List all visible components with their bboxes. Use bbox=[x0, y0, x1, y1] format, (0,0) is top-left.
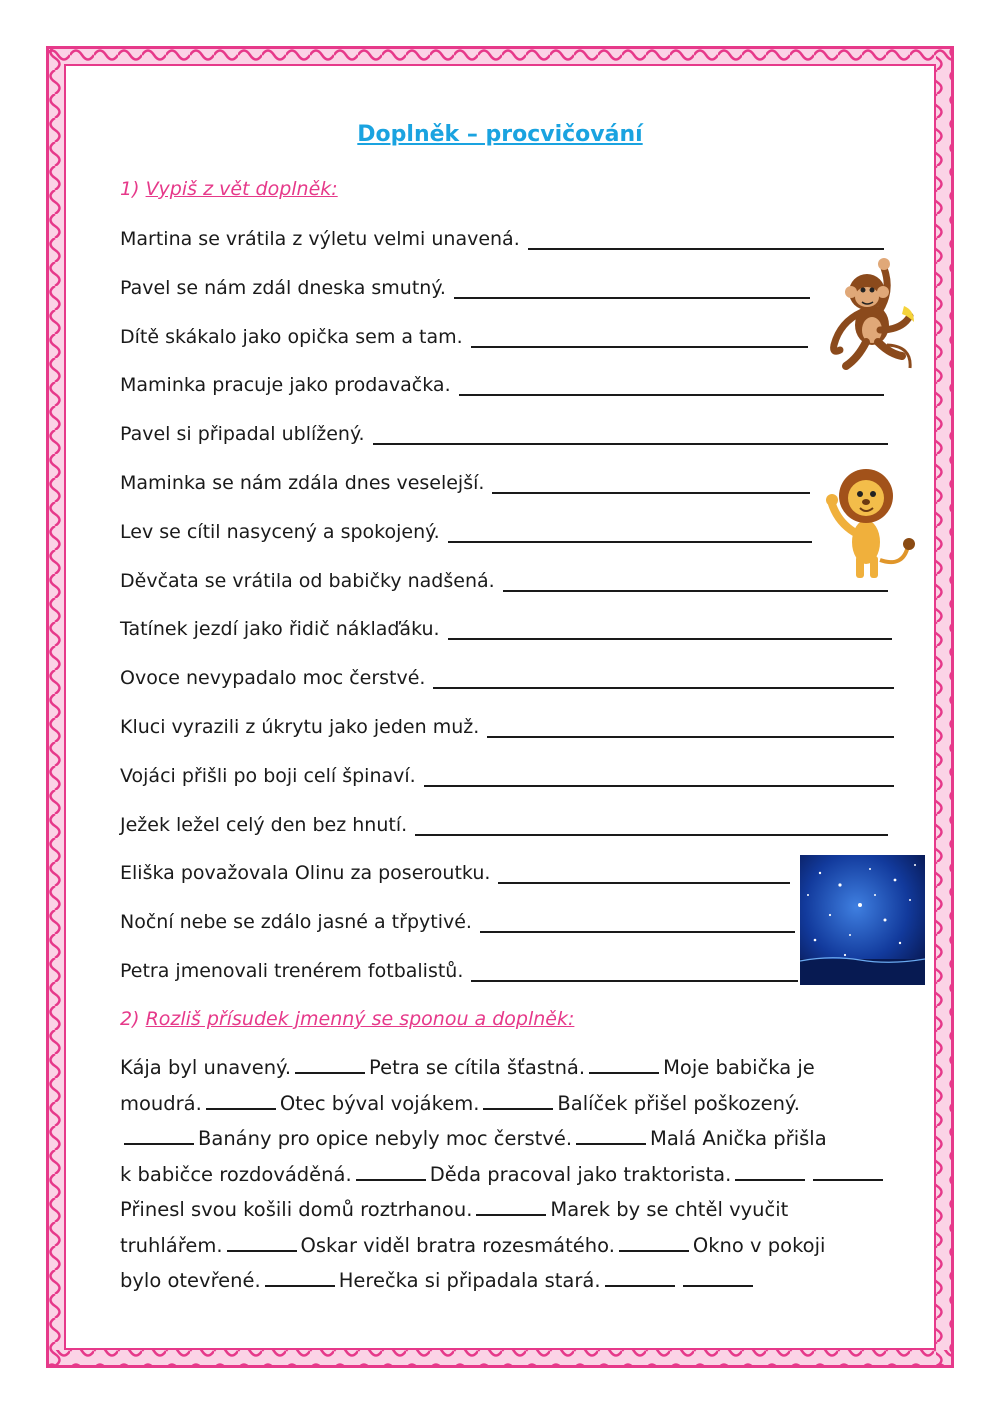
answer-blank[interactable] bbox=[265, 1269, 335, 1287]
sentence-line bbox=[120, 464, 810, 494]
sentence-text: Ježek ležel celý den bez hnutí. bbox=[120, 813, 408, 836]
paragraph-text: Petra se cítila šťastná. bbox=[369, 1056, 586, 1079]
answer-blank[interactable] bbox=[448, 620, 892, 640]
answer-blank[interactable] bbox=[813, 1163, 883, 1181]
answer-blank[interactable] bbox=[487, 718, 894, 738]
paragraph-text: Marek by se chtěl vyučit bbox=[550, 1198, 789, 1221]
sentence-line bbox=[120, 854, 790, 884]
answer-blank[interactable] bbox=[124, 1127, 194, 1145]
paragraph-text: Moje babička je bbox=[663, 1056, 815, 1079]
paragraph-text: moudrá. bbox=[120, 1091, 202, 1115]
sentence-text: Lev se cítil nasycený a spokojený. bbox=[120, 520, 440, 543]
night-sky-illustration bbox=[800, 855, 925, 985]
section2-heading-text: Rozliš přísudek jmenný se sponou a doplněk: bbox=[145, 1008, 575, 1030]
sentence-text: Kluci vyrazili z úkrytu jako jeden muž. bbox=[120, 716, 480, 738]
answer-blank[interactable] bbox=[373, 425, 888, 445]
section1-number: 1) bbox=[120, 178, 140, 200]
paragraph-line bbox=[120, 1263, 920, 1299]
paragraph-line bbox=[120, 1121, 920, 1157]
section1-heading bbox=[120, 178, 338, 200]
sentence-line bbox=[120, 659, 894, 689]
answer-blank[interactable] bbox=[415, 816, 888, 836]
section2-heading bbox=[120, 1008, 574, 1030]
sentence-text: Tatínek jezdí jako řidič náklaďáku. bbox=[120, 618, 440, 641]
paragraph-line bbox=[120, 1157, 920, 1193]
sentence-text: Děvčata se vrátila od babičky nadšená. bbox=[120, 569, 495, 592]
sentence-line bbox=[120, 952, 798, 982]
sentence-text: Maminka se nám zdála dnes veselejší. bbox=[120, 472, 485, 494]
answer-blank[interactable] bbox=[735, 1163, 805, 1181]
sentence-text: Maminka pracuje jako prodavačka. bbox=[120, 374, 451, 397]
paragraph-text: Okno v pokoji bbox=[692, 1233, 826, 1257]
sentence-line bbox=[120, 757, 894, 787]
paragraph-line bbox=[120, 1228, 920, 1264]
page-title: Doplněk – procvičování bbox=[357, 122, 643, 147]
answer-blank[interactable] bbox=[492, 474, 810, 494]
sentence-text: Petra jmenovali trenérem fotbalistů. bbox=[120, 960, 464, 982]
answer-blank[interactable] bbox=[483, 1092, 553, 1110]
paragraph-text: Přinesl svou košili domů roztrhanou. bbox=[120, 1198, 473, 1221]
sentence-line bbox=[120, 269, 810, 299]
answer-blank[interactable] bbox=[471, 328, 808, 348]
answer-blank[interactable] bbox=[206, 1092, 276, 1110]
answer-blank[interactable] bbox=[476, 1198, 546, 1216]
exercise-paragraph bbox=[120, 1050, 920, 1299]
paragraph-text: Děda pracoval jako traktorista. bbox=[429, 1162, 732, 1186]
sentence-text: Vojáci přišli po boji celí špinaví. bbox=[120, 764, 416, 787]
sentence-line bbox=[120, 220, 884, 250]
sentence-text: Ovoce nevypadalo moc čerstvé. bbox=[120, 667, 426, 690]
answer-blank[interactable] bbox=[227, 1234, 297, 1252]
paragraph-text: Herečka si připadala stará. bbox=[338, 1269, 601, 1292]
answer-blank[interactable] bbox=[459, 376, 884, 396]
answer-blank[interactable] bbox=[605, 1269, 675, 1287]
monkey-illustration bbox=[822, 250, 922, 375]
paragraph-text: Kája byl unavený. bbox=[120, 1056, 292, 1079]
answer-blank[interactable] bbox=[448, 523, 812, 543]
sentence-line bbox=[120, 318, 808, 348]
paragraph-text: Banány pro opice nebyly moc čerstvé. bbox=[198, 1127, 573, 1150]
lion-illustration bbox=[818, 460, 918, 585]
answer-blank[interactable] bbox=[454, 279, 810, 299]
sentence-text: Noční nebe se zdálo jasné a třpytivé. bbox=[120, 911, 472, 934]
paragraph-line bbox=[120, 1050, 920, 1086]
answer-blank[interactable] bbox=[528, 230, 884, 250]
answer-blank[interactable] bbox=[433, 669, 894, 689]
sentence-text: Martina se vrátila z výletu velmi unavená. bbox=[120, 228, 520, 250]
sentence-text: Eliška považovala Olinu za poseroutku. bbox=[120, 862, 491, 885]
paragraph-text: bylo otevřené. bbox=[120, 1269, 261, 1292]
sentence-line bbox=[120, 562, 888, 592]
answer-blank[interactable] bbox=[480, 913, 795, 933]
paragraph-text: Balíček přišel poškozený. bbox=[557, 1091, 800, 1115]
sentence-line bbox=[120, 806, 888, 836]
sentence-text: Pavel se nám zdál dneska smutný. bbox=[120, 276, 446, 299]
answer-blank[interactable] bbox=[683, 1269, 753, 1287]
section1-heading-text: Vypiš z vět doplněk: bbox=[145, 178, 338, 200]
paragraph-text: k babičce rozdováděná. bbox=[120, 1162, 352, 1186]
sentence-text: Pavel si připadal ublížený. bbox=[120, 423, 365, 446]
answer-blank[interactable] bbox=[295, 1056, 365, 1074]
answer-blank[interactable] bbox=[356, 1163, 426, 1181]
paragraph-line bbox=[120, 1086, 920, 1122]
sentence-text: Dítě skákalo jako opička sem a tam. bbox=[120, 325, 463, 348]
answer-blank[interactable] bbox=[424, 767, 894, 787]
answer-blank[interactable] bbox=[498, 864, 790, 884]
sentence-line bbox=[120, 903, 795, 933]
answer-blank[interactable] bbox=[576, 1127, 646, 1145]
sentence-line bbox=[120, 415, 888, 445]
paragraph-text: truhlářem. bbox=[120, 1233, 223, 1257]
section2-number: 2) bbox=[120, 1008, 140, 1030]
paragraph-text: Malá Anička přišla bbox=[650, 1127, 827, 1150]
sentence-line bbox=[120, 708, 894, 738]
paragraph-line bbox=[120, 1192, 920, 1228]
answer-blank[interactable] bbox=[471, 962, 798, 982]
answer-blank[interactable] bbox=[619, 1234, 689, 1252]
paragraph-text: Oskar viděl bratra rozesmátého. bbox=[300, 1233, 615, 1257]
sentence-line bbox=[120, 610, 892, 640]
sentence-line bbox=[120, 513, 812, 543]
answer-blank[interactable] bbox=[589, 1056, 659, 1074]
sentence-line bbox=[120, 366, 884, 396]
paragraph-text: Otec býval vojákem. bbox=[279, 1091, 480, 1115]
